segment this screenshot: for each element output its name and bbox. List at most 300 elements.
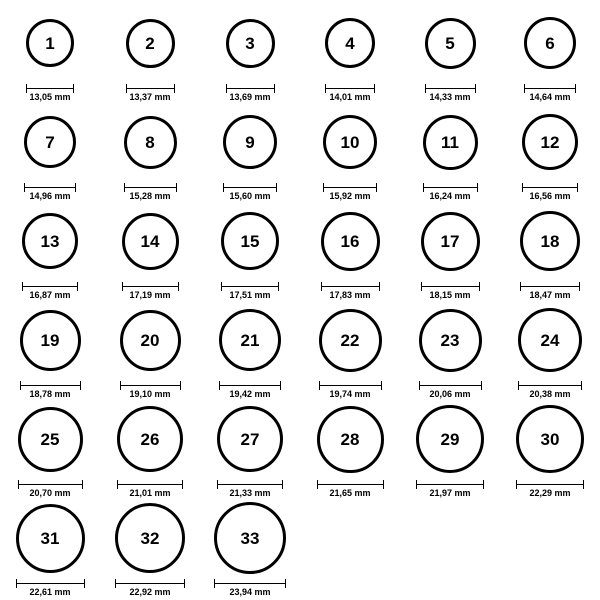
diameter-value: 14,96 mm <box>29 191 71 201</box>
diameter-measure-bar <box>221 282 279 290</box>
ring-outline-wrap <box>323 105 377 179</box>
measure-tick-left <box>20 381 21 390</box>
ring-outline-wrap <box>117 402 183 476</box>
measure-tick-right <box>73 84 74 93</box>
ring-outline-icon <box>423 115 478 170</box>
diameter-value: 21,65 mm <box>329 488 371 498</box>
ring-outline-icon <box>26 19 74 67</box>
measure-tick-right <box>282 480 283 489</box>
ring-cell <box>100 501 200 600</box>
ring-outline-icon <box>524 17 576 69</box>
ring-cell-empty <box>300 501 400 600</box>
ring-cell <box>100 402 200 501</box>
ring-size-label: 21 <box>240 330 260 350</box>
diameter-measure-bar <box>24 183 76 191</box>
measure-tick-left <box>421 282 422 291</box>
ring-outline-wrap <box>16 501 85 575</box>
ring-outline-wrap <box>26 6 74 80</box>
diameter-measure-bar <box>323 183 377 191</box>
ring-outline-icon <box>416 405 484 473</box>
ring-outline-wrap <box>18 402 83 476</box>
ring-size-label: 5 <box>445 33 455 53</box>
ring-outline-icon <box>18 407 83 472</box>
measure-line <box>425 88 476 89</box>
ring-cell <box>500 105 600 204</box>
measure-line <box>120 385 181 386</box>
ring-outline-icon <box>421 212 480 271</box>
measure-tick-right <box>75 183 76 192</box>
measure-tick-right <box>278 282 279 291</box>
diameter-value: 19,10 mm <box>129 389 171 399</box>
ring-cell <box>0 105 100 204</box>
measure-tick-right <box>581 381 582 390</box>
measure-line <box>126 88 175 89</box>
measure-tick-left <box>124 183 125 192</box>
measure-line <box>226 88 275 89</box>
diameter-measure-bar <box>126 84 175 92</box>
measure-tick-right <box>178 282 179 291</box>
diameter-value: 13,05 mm <box>29 92 71 102</box>
measure-tick-left <box>520 282 521 291</box>
ring-outline-icon <box>20 310 81 371</box>
measure-line <box>416 484 484 485</box>
ring-cell <box>200 105 300 204</box>
ring-cell <box>400 204 500 303</box>
ring-size-label: 16 <box>340 231 360 251</box>
measure-tick-right <box>182 480 183 489</box>
ring-outline-icon <box>419 309 482 372</box>
measure-line <box>321 286 380 287</box>
diameter-value: 16,56 mm <box>529 191 571 201</box>
ring-size-label: 4 <box>345 33 355 53</box>
diameter-measure-bar <box>26 84 74 92</box>
ring-outline-wrap <box>317 402 384 476</box>
measure-tick-left <box>122 282 123 291</box>
measure-line <box>319 385 382 386</box>
ring-outline-wrap <box>122 204 179 278</box>
diameter-measure-bar <box>421 282 480 290</box>
ring-size-label: 31 <box>40 528 60 548</box>
diameter-measure-bar <box>214 579 286 587</box>
measure-tick-left <box>117 480 118 489</box>
ring-size-label: 7 <box>45 132 55 152</box>
measure-tick-left <box>516 480 517 489</box>
measure-tick-left <box>219 381 220 390</box>
measure-tick-left <box>214 579 215 588</box>
ring-size-label: 8 <box>145 132 155 152</box>
measure-tick-right <box>379 282 380 291</box>
ring-cell <box>100 204 200 303</box>
ring-cell <box>200 402 300 501</box>
diameter-measure-bar <box>20 381 81 389</box>
diameter-value: 17,19 mm <box>129 290 171 300</box>
measure-tick-right <box>475 84 476 93</box>
measure-line <box>122 286 179 287</box>
diameter-measure-bar <box>16 579 85 587</box>
ring-cell <box>0 501 100 600</box>
measure-tick-left <box>325 84 326 93</box>
measure-tick-left <box>323 183 324 192</box>
measure-tick-left <box>425 84 426 93</box>
ring-outline-icon <box>219 309 281 371</box>
ring-size-label: 9 <box>245 132 255 152</box>
ring-cell <box>500 402 600 501</box>
diameter-value: 19,42 mm <box>229 389 271 399</box>
ring-outline-icon <box>425 18 476 69</box>
measure-tick-left <box>419 381 420 390</box>
ring-size-label: 1 <box>45 33 55 53</box>
diameter-measure-bar <box>120 381 181 389</box>
diameter-value: 17,51 mm <box>229 290 271 300</box>
measure-tick-right <box>577 183 578 192</box>
measure-tick-left <box>24 183 25 192</box>
ring-outline-icon <box>120 310 181 371</box>
ring-size-label: 2 <box>145 33 155 53</box>
ring-cell <box>300 6 400 105</box>
ring-outline-wrap <box>223 105 277 179</box>
ring-size-label: 28 <box>340 429 360 449</box>
measure-line <box>214 583 286 584</box>
ring-outline-icon <box>221 212 279 270</box>
diameter-value: 14,33 mm <box>429 92 471 102</box>
ring-outline-icon <box>22 213 78 269</box>
measure-line <box>124 187 177 188</box>
diameter-value: 18,15 mm <box>429 290 471 300</box>
diameter-measure-bar <box>217 480 283 488</box>
ring-cell <box>0 303 100 402</box>
ring-outline-wrap <box>126 6 175 80</box>
diameter-value: 18,78 mm <box>29 389 71 399</box>
ring-outline-wrap <box>325 6 375 80</box>
measure-line <box>18 484 83 485</box>
measure-line <box>520 286 580 287</box>
diameter-value: 18,47 mm <box>529 290 571 300</box>
measure-line <box>217 484 283 485</box>
measure-tick-left <box>518 381 519 390</box>
diameter-measure-bar <box>518 381 582 389</box>
ring-cell <box>100 105 200 204</box>
ring-cell <box>200 303 300 402</box>
measure-tick-right <box>77 282 78 291</box>
diameter-value: 13,37 mm <box>129 92 171 102</box>
ring-outline-icon <box>217 406 283 472</box>
ring-cell <box>300 303 400 402</box>
diameter-value: 17,83 mm <box>329 290 371 300</box>
measure-tick-right <box>575 84 576 93</box>
diameter-value: 20,06 mm <box>429 389 471 399</box>
diameter-value: 20,38 mm <box>529 389 571 399</box>
diameter-measure-bar <box>520 282 580 290</box>
measure-tick-right <box>176 183 177 192</box>
diameter-measure-bar <box>516 480 584 488</box>
measure-line <box>522 187 578 188</box>
measure-tick-left <box>321 282 322 291</box>
ring-size-label: 17 <box>440 231 460 251</box>
ring-outline-icon <box>124 116 177 169</box>
ring-outline-wrap <box>124 105 177 179</box>
measure-tick-right <box>477 183 478 192</box>
ring-outline-icon <box>321 212 380 271</box>
measure-tick-right <box>479 282 480 291</box>
ring-cell <box>200 6 300 105</box>
measure-line <box>524 88 576 89</box>
measure-tick-right <box>381 381 382 390</box>
measure-tick-right <box>274 84 275 93</box>
measure-tick-right <box>483 480 484 489</box>
ring-outline-icon <box>122 213 179 270</box>
measure-tick-left <box>423 183 424 192</box>
measure-tick-right <box>383 480 384 489</box>
diameter-measure-bar <box>319 381 382 389</box>
ring-size-label: 23 <box>440 330 460 350</box>
ring-outline-icon <box>223 115 277 169</box>
ring-outline-icon <box>520 211 580 271</box>
measure-tick-right <box>583 480 584 489</box>
measure-tick-left <box>317 480 318 489</box>
measure-tick-left <box>126 84 127 93</box>
measure-tick-left <box>22 282 23 291</box>
ring-outline-wrap <box>419 303 482 377</box>
diameter-measure-bar <box>18 480 83 488</box>
diameter-measure-bar <box>22 282 78 290</box>
measure-tick-right <box>80 381 81 390</box>
ring-size-label: 19 <box>40 330 60 350</box>
ring-outline-wrap <box>321 204 380 278</box>
measure-tick-left <box>522 183 523 192</box>
measure-tick-left <box>217 480 218 489</box>
ring-outline-wrap <box>217 402 283 476</box>
ring-outline-icon <box>126 19 175 68</box>
diameter-value: 22,61 mm <box>29 587 71 597</box>
measure-line <box>115 583 185 584</box>
ring-outline-icon <box>325 18 375 68</box>
ring-cell <box>300 204 400 303</box>
ring-outline-wrap <box>416 402 484 476</box>
ring-outline-wrap <box>219 303 281 377</box>
diameter-measure-bar <box>317 480 384 488</box>
ring-size-label: 10 <box>340 132 360 152</box>
diameter-measure-bar <box>321 282 380 290</box>
measure-tick-right <box>276 183 277 192</box>
ring-cell-empty <box>500 501 600 600</box>
measure-tick-right <box>374 84 375 93</box>
ring-outline-wrap <box>115 501 185 575</box>
measure-tick-left <box>120 381 121 390</box>
measure-tick-left <box>524 84 525 93</box>
ring-outline-icon <box>16 504 85 573</box>
measure-line <box>26 88 74 89</box>
ring-cell <box>100 6 200 105</box>
diameter-value: 23,94 mm <box>229 587 271 597</box>
measure-tick-left <box>319 381 320 390</box>
ring-cell <box>500 303 600 402</box>
ring-outline-icon <box>214 502 286 574</box>
ring-outline-icon <box>522 114 578 170</box>
measure-tick-left <box>115 579 116 588</box>
ring-size-label: 20 <box>140 330 160 350</box>
diameter-measure-bar <box>524 84 576 92</box>
ring-outline-icon <box>115 503 185 573</box>
ring-size-label: 24 <box>540 330 560 350</box>
diameter-measure-bar <box>223 183 277 191</box>
diameter-measure-bar <box>325 84 375 92</box>
ring-outline-wrap <box>524 6 576 80</box>
ring-size-label: 22 <box>340 330 360 350</box>
ring-cell <box>100 303 200 402</box>
ring-cell <box>400 402 500 501</box>
ring-size-label: 27 <box>240 429 260 449</box>
measure-tick-right <box>285 579 286 588</box>
ring-cell <box>0 6 100 105</box>
ring-outline-wrap <box>24 105 76 179</box>
ring-outline-wrap <box>518 303 582 377</box>
diameter-value: 19,74 mm <box>329 389 371 399</box>
diameter-measure-bar <box>122 282 179 290</box>
ring-outline-wrap <box>421 204 480 278</box>
ring-outline-wrap <box>214 501 286 575</box>
diameter-value: 15,60 mm <box>229 191 271 201</box>
ring-cell <box>300 105 400 204</box>
ring-cell <box>500 6 600 105</box>
diameter-measure-bar <box>416 480 484 488</box>
measure-tick-left <box>16 579 17 588</box>
ring-cell <box>200 204 300 303</box>
diameter-measure-bar <box>117 480 183 488</box>
diameter-measure-bar <box>425 84 476 92</box>
measure-tick-left <box>416 480 417 489</box>
ring-cell <box>400 303 500 402</box>
ring-outline-wrap <box>22 204 78 278</box>
diameter-measure-bar <box>419 381 482 389</box>
measure-line <box>219 385 281 386</box>
ring-size-label: 3 <box>245 33 255 53</box>
diameter-value: 13,69 mm <box>229 92 271 102</box>
measure-line <box>221 286 279 287</box>
ring-cell <box>400 105 500 204</box>
ring-cell <box>0 402 100 501</box>
measure-tick-left <box>223 183 224 192</box>
measure-line <box>22 286 78 287</box>
measure-line <box>323 187 377 188</box>
ring-outline-wrap <box>319 303 382 377</box>
ring-size-label: 30 <box>540 429 560 449</box>
measure-line <box>423 187 478 188</box>
ring-size-label: 26 <box>140 429 160 449</box>
ring-outline-wrap <box>522 105 578 179</box>
ring-size-label: 33 <box>240 528 260 548</box>
ring-size-label: 6 <box>545 33 555 53</box>
ring-size-label: 12 <box>540 132 560 152</box>
diameter-measure-bar <box>124 183 177 191</box>
diameter-value: 14,01 mm <box>329 92 371 102</box>
ring-outline-wrap <box>423 105 478 179</box>
measure-line <box>518 385 582 386</box>
diameter-measure-bar <box>219 381 281 389</box>
ring-outline-icon <box>226 19 275 68</box>
ring-size-label: 25 <box>40 429 60 449</box>
measure-line <box>16 583 85 584</box>
diameter-value: 16,87 mm <box>29 290 71 300</box>
measure-line <box>421 286 480 287</box>
ring-size-label: 32 <box>140 528 160 548</box>
measure-tick-right <box>82 480 83 489</box>
diameter-value: 15,92 mm <box>329 191 371 201</box>
diameter-value: 16,24 mm <box>429 191 471 201</box>
diameter-value: 21,97 mm <box>429 488 471 498</box>
measure-line <box>516 484 584 485</box>
ring-size-label: 14 <box>140 231 160 251</box>
ring-size-label: 13 <box>40 231 60 251</box>
measure-line <box>117 484 183 485</box>
measure-tick-right <box>481 381 482 390</box>
measure-tick-right <box>184 579 185 588</box>
ring-size-label: 18 <box>540 231 560 251</box>
ring-outline-icon <box>317 406 384 473</box>
ring-outline-wrap <box>425 6 476 80</box>
measure-tick-right <box>174 84 175 93</box>
diameter-measure-bar <box>115 579 185 587</box>
ring-outline-icon <box>24 116 76 168</box>
ring-cell-empty <box>400 501 500 600</box>
ring-outline-wrap <box>221 204 279 278</box>
measure-line <box>20 385 81 386</box>
ring-size-label: 29 <box>440 429 460 449</box>
measure-line <box>223 187 277 188</box>
measure-tick-right <box>280 381 281 390</box>
measure-line <box>325 88 375 89</box>
measure-tick-left <box>18 480 19 489</box>
measure-tick-left <box>221 282 222 291</box>
ring-size-label: 11 <box>441 132 459 152</box>
diameter-value: 22,29 mm <box>529 488 571 498</box>
ring-outline-icon <box>516 405 584 473</box>
measure-tick-right <box>376 183 377 192</box>
measure-tick-right <box>84 579 85 588</box>
measure-line <box>419 385 482 386</box>
ring-cell <box>0 204 100 303</box>
measure-line <box>317 484 384 485</box>
diameter-value: 14,64 mm <box>529 92 571 102</box>
ring-outline-wrap <box>520 204 580 278</box>
measure-tick-left <box>226 84 227 93</box>
ring-size-label: 15 <box>240 231 260 251</box>
ring-cell <box>500 204 600 303</box>
diameter-measure-bar <box>226 84 275 92</box>
diameter-measure-bar <box>423 183 478 191</box>
measure-tick-right <box>180 381 181 390</box>
ring-outline-wrap <box>226 6 275 80</box>
diameter-value: 15,28 mm <box>129 191 171 201</box>
diameter-measure-bar <box>522 183 578 191</box>
ring-outline-wrap <box>20 303 81 377</box>
ring-outline-icon <box>518 308 582 372</box>
ring-cell <box>200 501 300 600</box>
measure-tick-right <box>579 282 580 291</box>
measure-tick-left <box>26 84 27 93</box>
diameter-value: 22,92 mm <box>129 587 171 597</box>
ring-cell <box>400 6 500 105</box>
ring-outline-icon <box>117 406 183 472</box>
ring-outline-icon <box>319 309 382 372</box>
ring-cell <box>300 402 400 501</box>
diameter-value: 21,33 mm <box>229 488 271 498</box>
diameter-value: 21,01 mm <box>129 488 171 498</box>
ring-outline-icon <box>323 115 377 169</box>
ring-outline-wrap <box>516 402 584 476</box>
measure-line <box>24 187 76 188</box>
ring-outline-wrap <box>120 303 181 377</box>
diameter-value: 20,70 mm <box>29 488 71 498</box>
